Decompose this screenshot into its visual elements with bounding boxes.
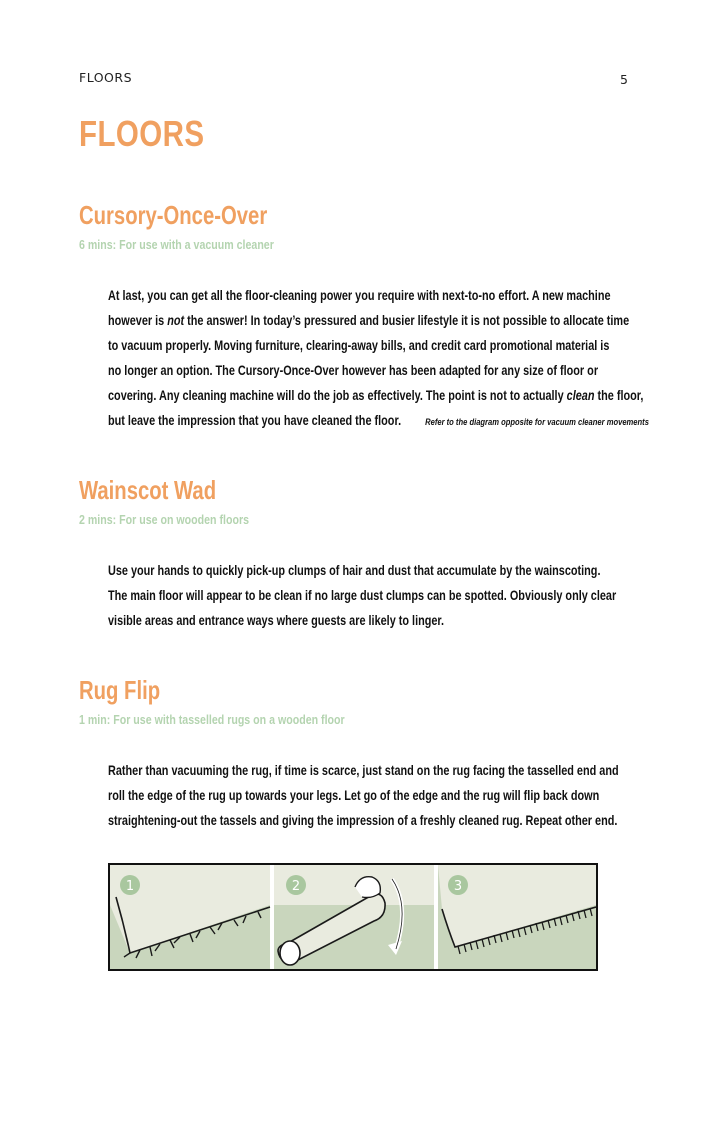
body-line: to vacuum properly. Moving furniture, clearing-away bills, and credit card promotional material is [108, 338, 610, 353]
body-line: Rather than vacuuming the rug, if time is scarce, just stand on the rug facing the tasselled end and [108, 763, 619, 778]
text-run: the answer! In today’s pressured and busier lifestyle it is not possible to allocate time [184, 313, 630, 328]
body-line: The main floor will appear to be clean if no large dust clumps can be spotted. Obviously only clear [108, 588, 617, 603]
running-header: FLOORS [79, 70, 133, 85]
page-title: FLOORS [79, 113, 205, 154]
step-number-1: 1 [125, 879, 135, 894]
roll-end [280, 941, 300, 965]
body-line: visible areas and entrance ways where guests are likely to linger. [108, 613, 445, 628]
body-line [108, 389, 643, 403]
section-subtitle-rug-flip: 1 min: For use with tasselled rugs on a wooden floor [79, 713, 345, 727]
panel-3 [438, 865, 596, 969]
emphasis-not: not [167, 313, 185, 328]
section-title-cursory: Cursory-Once-Over [79, 200, 268, 230]
body-line: straightening-out the tassels and giving the impression of a freshly cleaned rug. Repeat other end. [108, 813, 618, 828]
body-line [108, 414, 649, 428]
section-subtitle-wainscot: 2 mins: For use on wooden floors [79, 513, 250, 527]
emphasis-clean: clean [566, 388, 595, 403]
section-title-wainscot: Wainscot Wad [79, 475, 217, 505]
page-number: 5 [620, 72, 628, 87]
text-run: covering. Any cleaning machine will do the job as effectively. The point is not to actually [108, 388, 567, 403]
panel-2 [274, 865, 434, 969]
diagram-reference-note: Refer to the diagram opposite for vacuum cleaner movements [425, 417, 649, 428]
rug-flip-diagram [110, 865, 596, 969]
section-subtitle-cursory: 6 mins: For use with a vacuum cleaner [79, 238, 274, 252]
panel-1 [110, 865, 270, 969]
rug-flip-illustration [108, 863, 598, 971]
body-line: roll the edge of the rug up towards your legs. Let go of the edge and the rug will flip back down [108, 788, 600, 803]
body-line: Use your hands to quickly pick-up clumps of hair and dust that accumulate by the wainscoting. [108, 563, 601, 578]
section-title-rug-flip: Rug Flip [79, 675, 161, 705]
body-line [108, 314, 629, 328]
text-run: the floor, [594, 388, 644, 403]
step-number-2: 2 [291, 879, 301, 894]
text-run: however is [108, 313, 168, 328]
body-line: At last, you can get all the floor-cleaning power you require with next-to-no effort. A new machine [108, 288, 611, 303]
text-run: but leave the impression that you have cleaned the floor. [108, 413, 402, 428]
body-line: no longer an option. The Cursory-Once-Over however has been adapted for any size of floor or [108, 363, 599, 378]
step-number-3: 3 [453, 879, 463, 894]
